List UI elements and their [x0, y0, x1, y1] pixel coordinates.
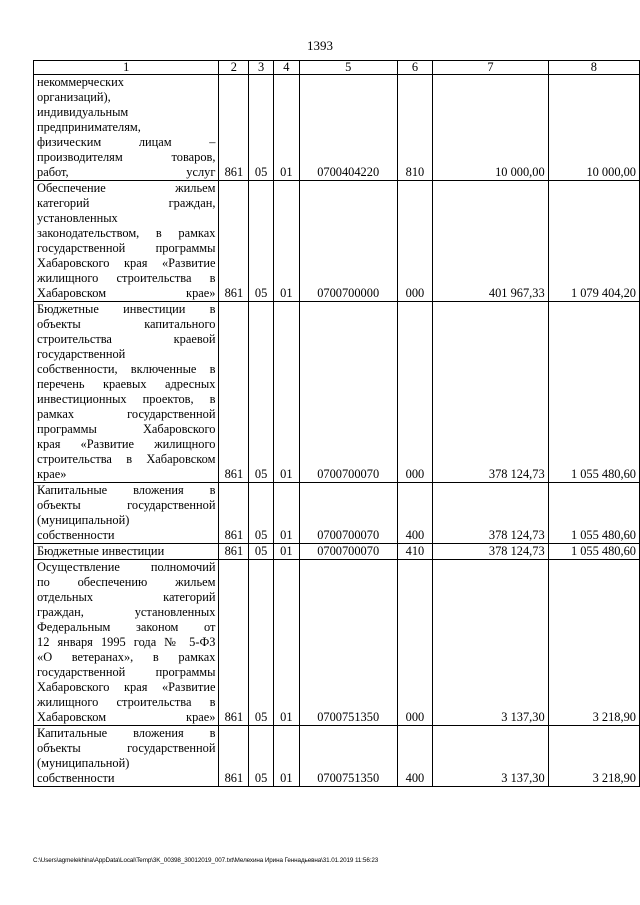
description-line: собственности: [37, 771, 115, 785]
description-line: 12 января 1995 года № 5-ФЗ: [37, 635, 216, 649]
description-line: некоммерческих: [37, 75, 124, 89]
table-header-row: [34, 61, 640, 75]
description-line: строительства краевой: [37, 332, 216, 346]
description-line: Бюджетные инвестиции: [37, 544, 165, 558]
description-line: Капитальные вложения в: [37, 483, 216, 497]
row-description: [34, 302, 219, 483]
amount-year-1: 3 137,30: [433, 560, 548, 726]
description-line: Хабаровского края «Развитие: [37, 256, 216, 270]
amount-year-2: 1 079 404,20: [548, 181, 639, 302]
page-number: 1393: [307, 38, 333, 53]
row-description: [34, 560, 219, 726]
description-line: крае»: [37, 467, 67, 481]
description-line: государственной программы: [37, 665, 216, 679]
ministry-code: 861: [219, 483, 249, 544]
description-line: государственной: [37, 347, 126, 361]
description-line: собственности: [37, 528, 115, 542]
subsection-code: 01: [274, 75, 300, 181]
subsection-code: 01: [274, 560, 300, 726]
description-line: отдельных категорий: [37, 590, 216, 604]
section-code: 05: [249, 726, 274, 787]
amount-year-2: 1 055 480,60: [548, 483, 639, 544]
description-line: Бюджетные инвестиции в: [37, 302, 216, 316]
amount-year-1: 3 137,30: [433, 726, 548, 787]
table-row: [34, 483, 640, 544]
section-code: 05: [249, 302, 274, 483]
description-line: Капитальные вложения в: [37, 726, 216, 740]
target-article-code: 0700751350: [299, 726, 397, 787]
table-row: [34, 560, 640, 726]
expense-type-code: 410: [397, 544, 433, 560]
subsection-code: 01: [274, 726, 300, 787]
ministry-code: 861: [219, 75, 249, 181]
description-line: строительства в Хабаровском: [37, 452, 216, 466]
row-description: [34, 181, 219, 302]
description-line: собственности, включенные в: [37, 362, 216, 376]
expense-type-code: 400: [397, 483, 433, 544]
table-row: [34, 181, 640, 302]
row-description: [34, 75, 219, 181]
expense-type-code: 000: [397, 181, 433, 302]
description-line: края «Развитие жилищного: [37, 437, 216, 451]
amount-year-2: 1 055 480,60: [548, 544, 639, 560]
description-line: организаций),: [37, 90, 111, 104]
target-article-code: 0700700070: [299, 544, 397, 560]
column-header: 6: [397, 61, 433, 75]
description-line: рамках государственной: [37, 407, 216, 421]
section-code: 05: [249, 560, 274, 726]
column-header: 8: [548, 61, 639, 75]
subsection-code: 01: [274, 302, 300, 483]
amount-year-1: 378 124,73: [433, 483, 548, 544]
row-description: [34, 483, 219, 544]
ministry-code: 861: [219, 302, 249, 483]
description-line: Хабаровском крае»: [37, 286, 216, 300]
description-line: жилищного строительства в: [37, 271, 216, 285]
description-line: Хабаровского края «Развитие: [37, 680, 216, 694]
amount-year-1: 378 124,73: [433, 544, 548, 560]
expense-type-code: 400: [397, 726, 433, 787]
description-line: Хабаровском крае»: [37, 710, 216, 724]
table-row: [34, 726, 640, 787]
amount-year-1: 10 000,00: [433, 75, 548, 181]
description-line: объекты государственной: [37, 498, 216, 512]
section-code: 05: [249, 544, 274, 560]
description-line: по обеспечению жильем: [37, 575, 216, 589]
column-header: 1: [34, 61, 219, 75]
description-line: индивидуальным: [37, 105, 129, 119]
expense-type-code: 000: [397, 560, 433, 726]
amount-year-2: 10 000,00: [548, 75, 639, 181]
file-path-footer: C:\Users\agmelekhina\AppData\Local\Temp\3K_00398_30012019_007.txt\Мелехина Ирина Геннадьевна\31.01.2019 11:56:23: [33, 857, 379, 864]
section-code: 05: [249, 483, 274, 544]
ministry-code: 861: [219, 560, 249, 726]
description-line: работ, услуг: [37, 165, 216, 179]
description-line: «О ветеранах», в рамках: [37, 650, 216, 664]
description-line: физическим лицам –: [37, 135, 216, 149]
amount-year-2: 3 218,90: [548, 726, 639, 787]
description-line: предпринимателям,: [37, 120, 141, 134]
table-row: [34, 302, 640, 483]
description-line: граждан, установленных: [37, 605, 216, 619]
description-line: законодательством, в рамках: [37, 226, 216, 240]
subsection-code: 01: [274, 181, 300, 302]
description-line: жилищного строительства в: [37, 695, 216, 709]
ministry-code: 861: [219, 726, 249, 787]
description-line: категорий граждан,: [37, 196, 216, 210]
description-line: (муниципальной): [37, 756, 130, 770]
budget-table: [33, 60, 640, 787]
target-article-code: 0700751350: [299, 560, 397, 726]
expense-type-code: 000: [397, 302, 433, 483]
description-line: Осуществление полномочий: [37, 560, 216, 574]
ministry-code: 861: [219, 181, 249, 302]
description-line: установленных: [37, 211, 118, 225]
description-line: производителям товаров,: [37, 150, 216, 164]
target-article-code: 0700700070: [299, 483, 397, 544]
description-line: объекты государственной: [37, 741, 216, 755]
subsection-code: 01: [274, 483, 300, 544]
description-line: Обеспечение жильем: [37, 181, 216, 195]
description-line: объекты капитального: [37, 317, 216, 331]
column-header: 3: [249, 61, 274, 75]
target-article-code: 0700700000: [299, 181, 397, 302]
subsection-code: 01: [274, 544, 300, 560]
target-article-code: 0700404220: [299, 75, 397, 181]
row-description: [34, 726, 219, 787]
description-line: Федеральным законом от: [37, 620, 216, 634]
ministry-code: 861: [219, 544, 249, 560]
amount-year-1: 378 124,73: [433, 302, 548, 483]
expense-type-code: 810: [397, 75, 433, 181]
amount-year-1: 401 967,33: [433, 181, 548, 302]
column-header: 2: [219, 61, 249, 75]
row-description: [34, 544, 219, 560]
section-code: 05: [249, 75, 274, 181]
description-line: инвестиционных проектов, в: [37, 392, 216, 406]
description-line: программы Хабаровского: [37, 422, 216, 436]
amount-year-2: 1 055 480,60: [548, 302, 639, 483]
description-line: (муниципальной): [37, 513, 130, 527]
description-line: государственной программы: [37, 241, 216, 255]
target-article-code: 0700700070: [299, 302, 397, 483]
table-row: [34, 75, 640, 181]
table-row: [34, 544, 640, 560]
description-line: перечень краевых адресных: [37, 377, 216, 391]
amount-year-2: 3 218,90: [548, 560, 639, 726]
column-header: 7: [433, 61, 548, 75]
column-header: 5: [299, 61, 397, 75]
section-code: 05: [249, 181, 274, 302]
column-header: 4: [274, 61, 300, 75]
